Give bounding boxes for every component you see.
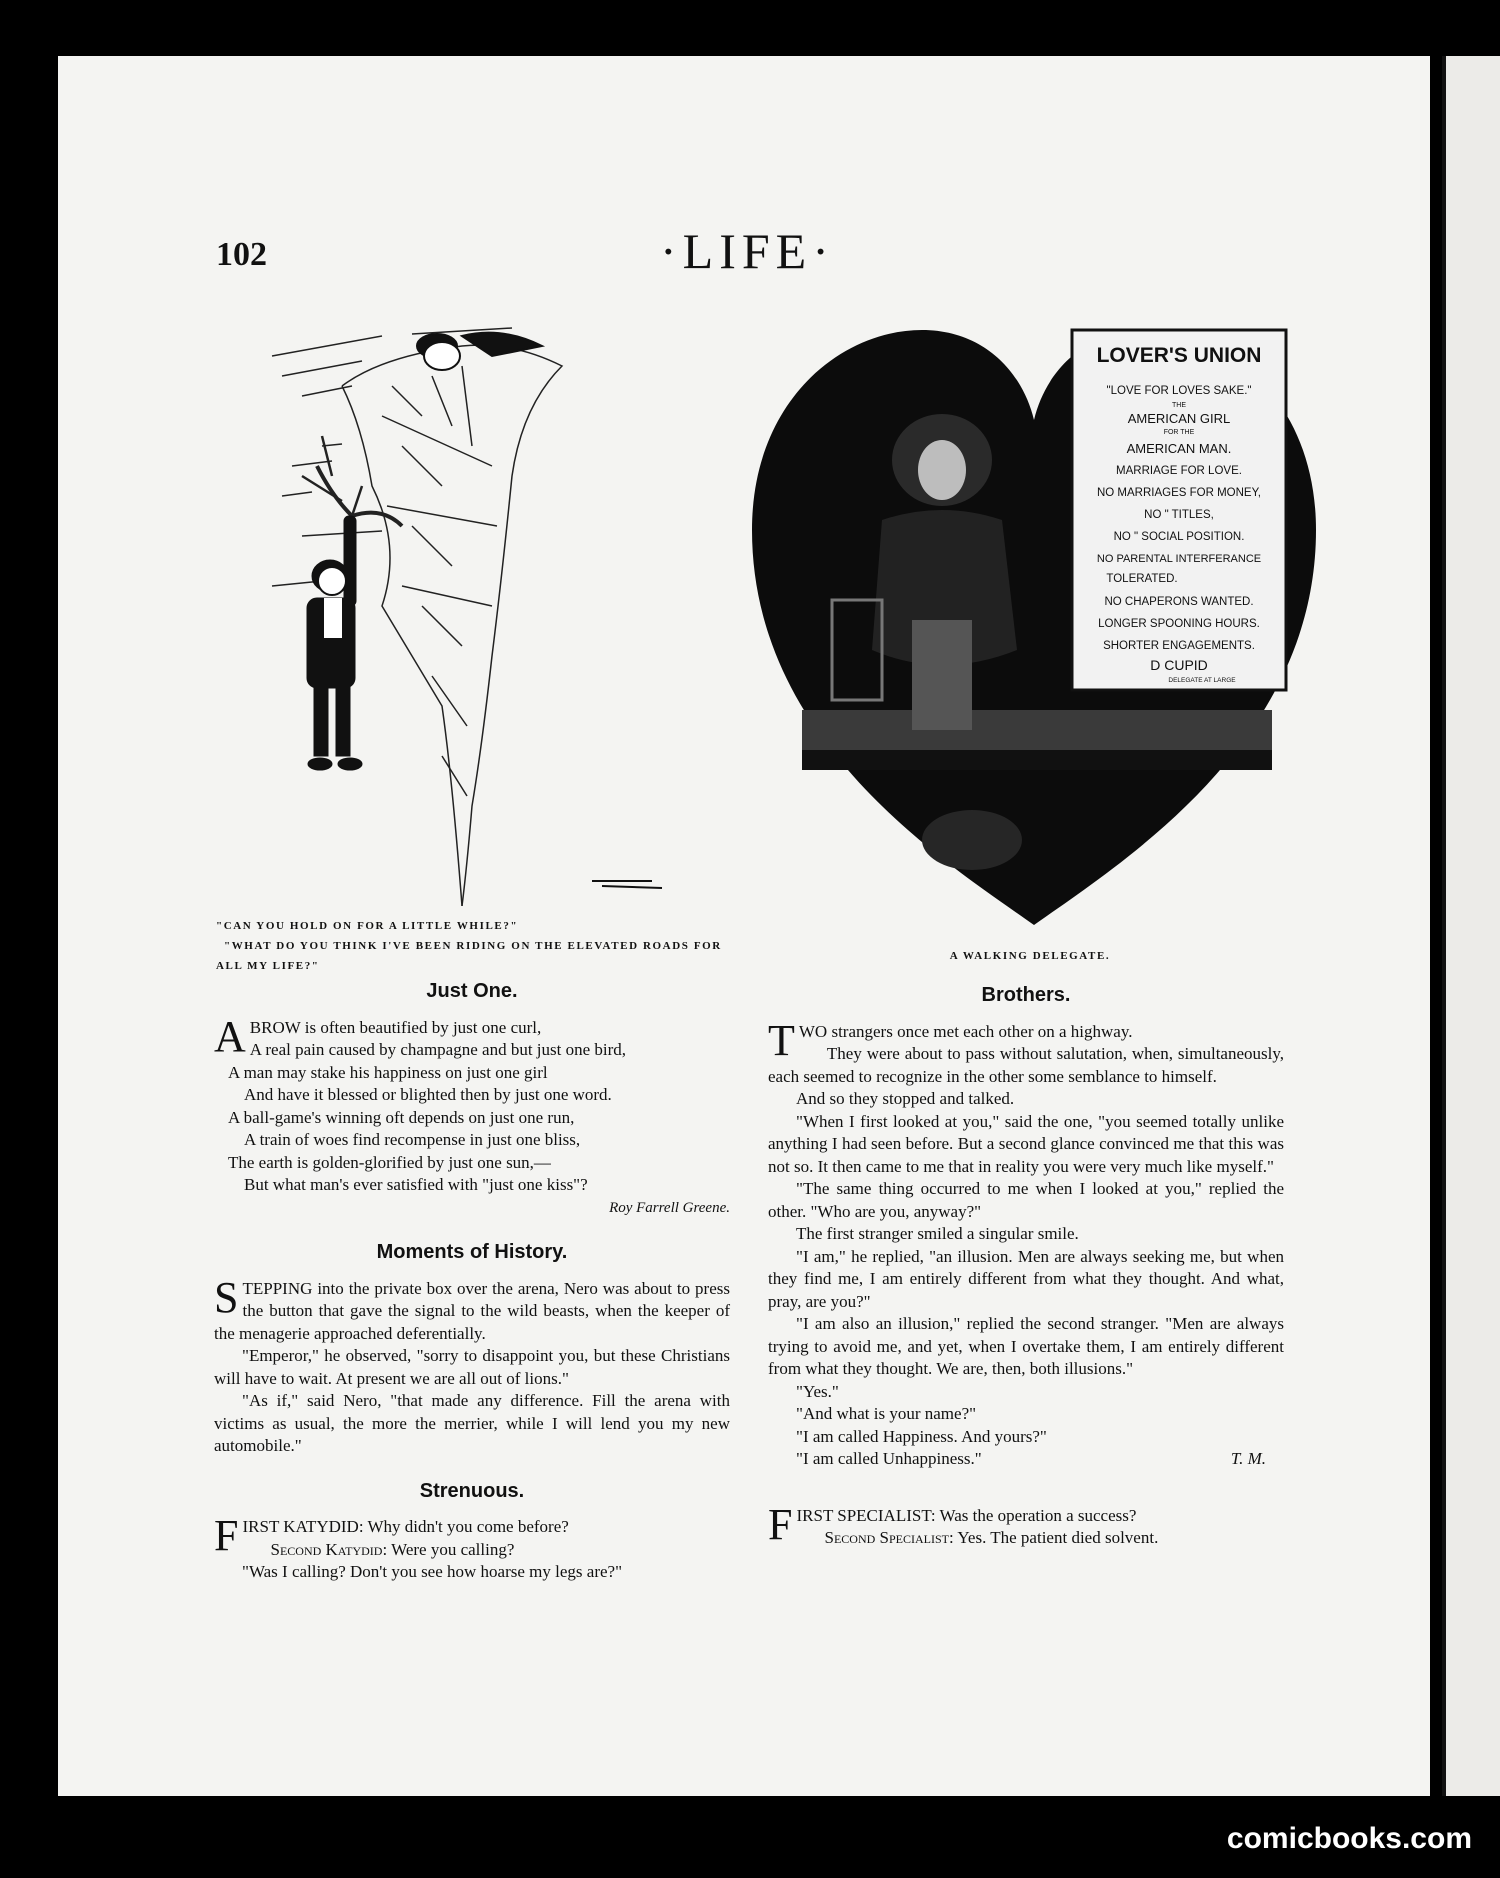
article-title: Brothers. <box>981 984 1071 1006</box>
article-brothers <box>768 984 1284 1471</box>
sign-line: NO MARRIAGES FOR MONEY, <box>1096 487 1262 499</box>
drop-cap: F <box>768 1499 793 1549</box>
watermark: comicbooks.com <box>1226 1822 1472 1855</box>
poem-line: But what man's ever satisfied with "just one kiss"? <box>244 1175 588 1194</box>
sign-line: "LOVE FOR LOVES SAKE." <box>1106 385 1252 397</box>
poem-line: A real pain caused by champagne and but just one bird, <box>249 1040 627 1059</box>
sign-line: TOLERATED. <box>1106 573 1178 585</box>
sign-title: LOVER'S UNION <box>1096 344 1262 367</box>
sign-line: D CUPID <box>1150 657 1208 673</box>
paragraph: "When I first looked at you," said the one, "you seemed totally unlike anything I had seen before. But a second glance convinced me that this was not so. It then came to me that in reality you were very much like myself." <box>768 1111 1284 1176</box>
poem-title: Just One. <box>426 980 518 1002</box>
article-signature: T. M. <box>1230 1449 1266 1468</box>
speaker: IRST SPECIALIST <box>796 1505 931 1525</box>
poem-line: The earth is golden-glorified by just one sun,— <box>228 1152 551 1172</box>
sign-line: NO " TITLES, <box>1144 509 1214 521</box>
poem-just-one <box>214 980 730 1219</box>
paragraph: "And what is your name?" <box>796 1404 977 1423</box>
speaker: Second Katydid <box>270 1539 383 1559</box>
sign-line: NO PARENTAL INTERFERANCE <box>1096 553 1262 565</box>
cartoon-caption-line1: "CAN YOU HOLD ON FOR A LITTLE WHILE?" <box>216 920 519 932</box>
paragraph: And so they stopped and talked. <box>796 1089 1015 1108</box>
article-strenuous <box>214 1480 730 1584</box>
drop-cap: T <box>768 1015 795 1065</box>
paragraph: "The same thing occurred to me when I looked at you," replied the other. "Who are you, anyway?" <box>768 1179 1284 1221</box>
left-column <box>214 980 730 1606</box>
poem-line: A train of woes find recompense in just one bliss, <box>244 1130 581 1149</box>
heart-caption: A WALKING DELEGATE. <box>949 950 1111 962</box>
paragraph: "Yes." <box>796 1381 839 1401</box>
masthead-title: ·LIFE· <box>660 223 835 279</box>
paragraph: The first stranger smiled a singular smile. <box>796 1224 1079 1243</box>
paragraph: "I am called Happiness. And yours?" <box>796 1426 1047 1446</box>
sign-line: AMERICAN MAN. <box>1126 441 1232 456</box>
sign-line: MARRIAGE FOR LOVE. <box>1116 465 1242 477</box>
poem-line: And have it blessed or blighted then by just one word. <box>244 1085 612 1104</box>
facing-page-edge <box>1442 56 1500 1796</box>
heart-illustration <box>742 320 1326 930</box>
right-column <box>768 984 1284 1572</box>
poem-line: A man may stake his happiness on just one girl <box>228 1062 548 1082</box>
paragraph: "Was I calling? Don't you see how hoarse my legs are?" <box>242 1562 623 1581</box>
dialogue: : Was the operation a success? <box>930 1505 1137 1525</box>
sign-line: FOR THE <box>1163 429 1195 436</box>
paragraph: TEPPING into the private box over the arena, Nero was about to press the button that gave the signal to the wild beasts, when the keeper of the menagerie approached deferentially. <box>214 1278 730 1343</box>
speaker: Second Specialist <box>824 1528 949 1547</box>
dialogue: : Yes. The patient died solvent. <box>948 1528 1159 1547</box>
drop-cap: F <box>214 1511 239 1560</box>
paragraph: "I am also an illusion," replied the second stranger. "Men are always trying to avoid me, and yet, when I overtake them, I am entirely different from what they thought. We are, then, both illusions." <box>768 1314 1284 1378</box>
article-title: Strenuous. <box>419 1479 525 1502</box>
paragraph: "As if," said Nero, "that made any difference. Fill the arena with victims as usual, the more the merrier, while I will lend you my new automobile." <box>214 1391 730 1455</box>
article-title: Moments of History. <box>376 1241 568 1263</box>
cartoon-caption-line2: "WHAT DO YOU THINK I'VE BEEN RIDING ON THE ELEVATED ROADS FOR ALL MY LIFE?" <box>216 940 722 972</box>
drop-cap: A <box>214 1011 246 1061</box>
paragraph: They were about to pass without salutation, when, simultaneously, each seemed to recognize in the other some semblance to himself. <box>768 1044 1284 1086</box>
sign-line: NO CHAPERONS WANTED. <box>1104 596 1254 608</box>
sign-line: LONGER SPOONING HOURS. <box>1098 618 1260 630</box>
poem-line: BROW is often beautified by just one curl, <box>249 1017 542 1037</box>
dialogue: : Why didn't you come before? <box>358 1517 569 1536</box>
poem-line: A ball-game's winning oft depends on just one run, <box>228 1107 575 1127</box>
paragraph: "I am called Unhappiness." <box>796 1449 982 1468</box>
sign-line: NO " SOCIAL POSITION. <box>1113 531 1245 543</box>
cartoon-caption <box>216 916 730 976</box>
page-number: 102 <box>216 236 267 273</box>
sign-line: THE <box>1172 402 1186 409</box>
poem-author: Roy Farrell Greene. <box>609 1199 730 1216</box>
speaker: IRST KATYDID <box>242 1517 359 1536</box>
cliff-cartoon-illustration <box>262 326 732 906</box>
paragraph: "Emperor," he observed, "sorry to disappoint you, but these Christians will have to wait. At present we are all out of lions." <box>214 1346 730 1388</box>
sign-line: DELEGATE AT LARGE <box>1168 677 1236 684</box>
article-moments-of-history <box>214 1241 730 1458</box>
dialogue: : Were you calling? <box>382 1539 515 1559</box>
paragraph: WO strangers once met each other on a highway. <box>798 1021 1133 1041</box>
sign-line: AMERICAN GIRL <box>1127 411 1231 426</box>
paragraph: "I am," he replied, "an illusion. Men are always seeking me, but when they find me, I am entirely different from what they thought. And what, pray, are you?" <box>768 1246 1284 1311</box>
drop-cap: S <box>214 1272 239 1322</box>
sign-line: SHORTER ENGAGEMENTS. <box>1103 640 1255 652</box>
article-specialist <box>768 1499 1284 1550</box>
